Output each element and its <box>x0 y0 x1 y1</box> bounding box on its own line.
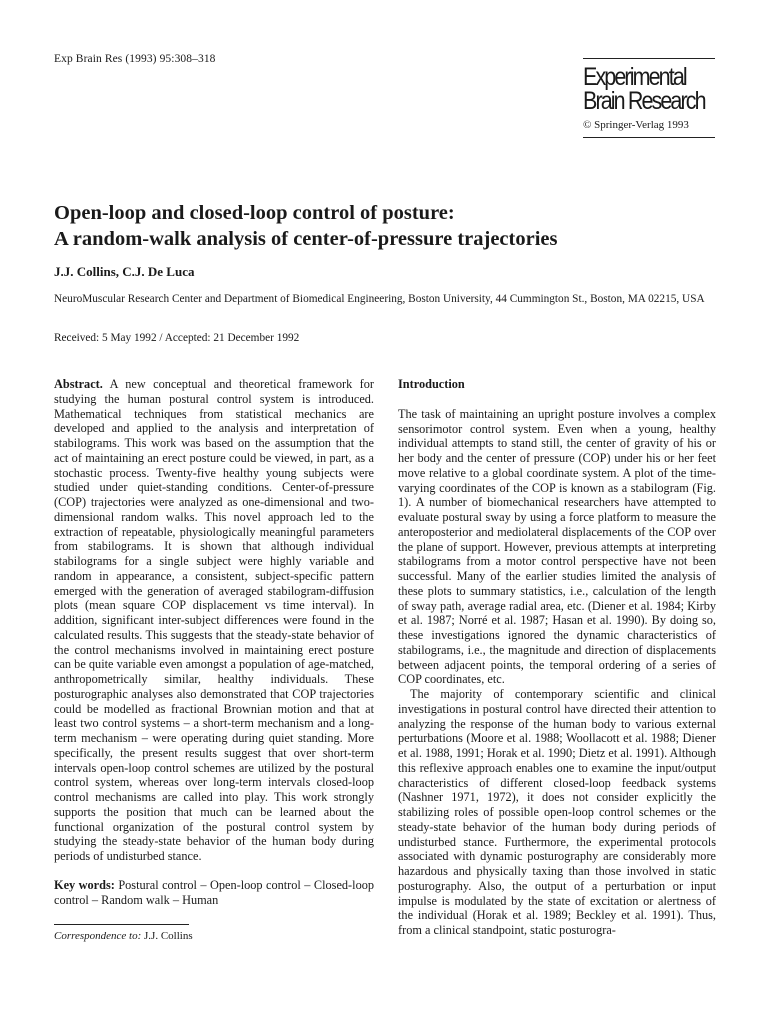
right-column <box>398 377 716 938</box>
introduction-paragraph-2: The majority of contemporary scientific and clinical investigations in postural control have directed their attention to analyzing the response of the human body to various external perturbations (Moore et al. 1988; Woollacott et al. 1988; Diener et al. 1988, 1991; Horak et al. 1990; Dietz et al. 1991). Although this reflexive approach enables one to examine the input/output characteristics of different closed-loop feedback systems (Nashner 1971, 1972), it does not consider explicitly the stabilizing roles of possible open-loop control schemes or the steady-state behavior of the human body during periods of undisturbed stance. Furthermore, the experimental protocols associated with dynamic posturography are considerably more hazardous and physically taxing than those involved in static posturography. Also, the output of a perturbation or input impulse is modulated by the state of excitation or alertness of the individual (Horak et al. 1989; Beckley et al. 1991). Thus, from a clinical standpoint, static posturogra- <box>398 687 716 937</box>
keywords-label: Key words: <box>54 877 115 892</box>
author-affiliation: NeuroMuscular Research Center and Department of Biomedical Engineering, Boston University, 44 Cummington St., Boston, MA 02215, USA <box>54 293 705 305</box>
author-list: J.J. Collins, C.J. De Luca <box>54 264 195 279</box>
keywords-paragraph <box>54 878 374 908</box>
journal-masthead <box>583 58 715 138</box>
masthead-top-rule <box>583 58 715 59</box>
abstract-label: Abstract. <box>54 377 103 391</box>
keywords-text: Postural control – Open-loop control – Closed-loop control – Random walk – Human <box>54 877 375 907</box>
journal-title-line1: Experimental <box>583 63 686 91</box>
masthead-bottom-rule <box>583 137 715 138</box>
introduction-paragraph-1: The task of maintaining an upright posture involves a complex sensorimotor control system. Even when a young, healthy individual attempts to stand still, the center of gravity of his or her body and the center of pressure (COP) under his or her feet move relative to a global coordinate system. A plot of the time-varying coordinates of the COP is known as a stabilogram (Fig. 1). A number of biomechanical researchers have attempted to evaluate postural sway by using a force platform to measure the anteroposterior and mediolateral displacements of the COP over the plane of support. However, previous attempts at interpreting stabilograms from a motor control perspective have not been successful. Many of the earlier studies limited the analysis of these plots to summary statistics, i.e., calculation of the length of sway path, average radial area, etc. (Diener et al. 1984; Kirby et al. 1987; Norré et al. 1987; Hasan et al. 1990). By doing so, these investigations ignored the dynamic characteristics of stabilograms, i.e., the magnitude and direction of displacements between adjacent points, the temporal ordering of a series of COP coordinates, etc. <box>398 406 716 687</box>
publication-dates: Received: 5 May 1992 / Accepted: 21 December 1992 <box>54 332 300 344</box>
copyright-notice: © Springer-Verlag 1993 <box>583 119 689 131</box>
correspondence-note <box>54 929 374 944</box>
abstract-text: A new conceptual and theoretical framework for studying the human postural control system is introduced. Mathematical techniques from statistical mechanics are developed and applied to the analysis and interpretation of stabilograms. This work was based on the assumption that the act of maintaining an erect posture could be viewed, in part, as a stochastic process. Twenty-five healthy young subjects were studied under quiet-standing conditions. Center-of-pressure (COP) trajectories were analyzed as one-dimensional and two-dimensional random walks. This novel approach led to the extraction of repeatable, physiologically meaningful parameters from stabilograms. It is shown that although individual stabilograms for a single subject were highly variable and random in appearance, a consistent, subject-specific pattern emerged with the generation of averaged stabilogram-diffusion plots (mean square COP displacement vs time interval). In addition, significant inter-subject differences were found in the calculated results. This suggests that the steady-state behavior of the control mechanisms involved in maintaining erect posture can be quite variable even amongst a population of age-matched, anthropometrically similar, healthy individuals. These posturographic analyses also demonstrated that COP trajectories could be modelled as fractional Brownian motion and that at least two control systems – a short-term mechanism and a long-term mechanism – were operating during quiet standing. More specifically, the present results suggest that over short-term intervals open-loop control schemes are utilized by the postural control system, whereas over long-term intervals closed-loop control mechanisms are called into play. This work strongly supports the position that much can be learned about the functional organization of the postural control system by studying the steady-state behavior of the human body during periods of undisturbed stance. <box>54 377 374 863</box>
journal-citation: Exp Brain Res (1993) 95:308–318 <box>54 53 216 65</box>
journal-title-line2: Brain Research <box>583 87 705 115</box>
footnote-rule <box>54 924 189 925</box>
article-title <box>54 200 734 252</box>
left-column <box>54 377 374 944</box>
article-title-line2: A random-walk analysis of center-of-pressure trajectories <box>54 228 558 250</box>
abstract-paragraph <box>54 377 374 864</box>
journal-title <box>583 63 705 115</box>
correspondence-label: Correspondence to: <box>54 930 142 943</box>
article-title-line1: Open-loop and closed-loop control of posture: <box>54 202 455 224</box>
introduction-heading: Introduction <box>398 377 465 391</box>
correspondence-name: J.J. Collins <box>144 930 193 943</box>
